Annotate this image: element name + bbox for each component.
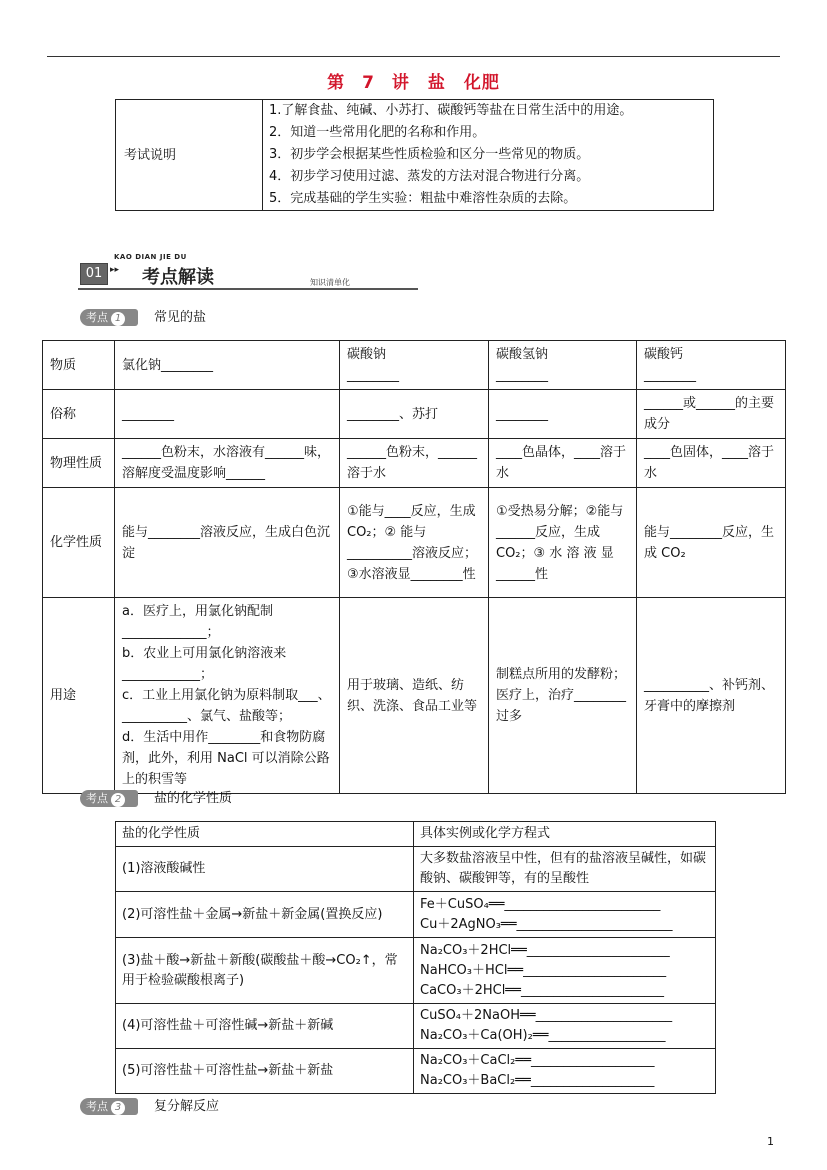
kaodian-label: 复分解反应 [154, 1099, 220, 1114]
cell: 用于玻璃、造纸、纺织、洗涤、食品工业等 [340, 598, 489, 794]
exam-requirements-table [115, 99, 714, 211]
page-title: 第 7 讲 盐 化肥 [327, 73, 500, 93]
cell: ________、苏打 [340, 390, 489, 439]
header-rule [47, 56, 780, 57]
cell: CuSO₄＋2NaOH══_____________________ Na₂CO₃＋Ca(OH)₂══__________________ [414, 1004, 716, 1049]
cell: ________ [489, 390, 637, 439]
kaodian-label: 常见的盐 [154, 310, 207, 325]
cell: Fe＋CuSO₄══________________________ Cu＋2AgNO₃══________________________ [414, 892, 716, 938]
cell: ____色晶体，____溶于水 [489, 439, 637, 488]
cell: ①受热易分解；②能与______反应，生成 CO₂；③ 水 溶 液 显______性 [489, 488, 637, 598]
kaodian-badge: 考点 3 [80, 1098, 138, 1115]
banner-subtitle: 知识清单化 [310, 278, 350, 287]
exam-item: 2．知道一些常用化肥的名称和作用。 [269, 125, 486, 140]
banner-number: 01 [80, 263, 108, 285]
kaodian-label: 盐的化学性质 [154, 791, 233, 806]
cell: __________、补钙剂、牙膏中的摩擦剂 [637, 598, 786, 794]
cell: a．医疗上，用氯化钠配制_____________； b．农业上可用氯化钠溶液来____________； c．工业上用氯化钠为原料制取___、__________、氯气、盐酸等； d．生活中用作________和食物防腐剂，此外，利用 NaCl 可以消除公路上的积雪等 [115, 598, 340, 794]
cell: (1)溶液酸碱性 [116, 847, 414, 892]
exam-item: 5．完成基础的学生实验：粗盐中难溶性杂质的去除。 [269, 191, 577, 206]
kaodian-badge: 考点 2 [80, 790, 138, 807]
cell: ①能与____反应，生成 CO₂；② 能与__________溶液反应；③水溶液显________性 [340, 488, 489, 598]
cell: (2)可溶性盐＋金属→新盐＋新金属(置换反应) [116, 892, 414, 938]
exam-label: 考试说明 [116, 100, 263, 211]
common-salts-table [42, 340, 786, 794]
cell: 碳酸钠 ________ [340, 341, 489, 390]
cell: 能与________溶液反应，生成白色沉淀 [115, 488, 340, 598]
cell: ______或______的主要成分 [637, 390, 786, 439]
cell: 大多数盐溶液呈中性，但有的盐溶液呈碱性，如碳酸钠、碳酸钾等，有的呈酸性 [414, 847, 716, 892]
exam-item: 4．初步学习使用过滤、蒸发的方法对混合物进行分离。 [269, 169, 590, 184]
cell: 俗称 [43, 390, 115, 439]
section-banner [78, 253, 418, 291]
cell: 氯化钠________ [115, 341, 340, 390]
salt-chemical-properties-table [115, 821, 716, 1094]
exam-item: 1.了解食盐、纯碱、小苏打、碳酸钙等盐在日常生活中的用途。 [269, 103, 633, 118]
cell: 制糕点所用的发酵粉；医疗上，治疗________过多 [489, 598, 637, 794]
cell: 物理性质 [43, 439, 115, 488]
cell: 能与________反应，生成 CO₂ [637, 488, 786, 598]
cell: Na₂CO₃＋2HCl══______________________ NaHCO₃＋HCl══______________________ CaCO₃＋2HCl══______________________ [414, 938, 716, 1004]
exam-item: 3．初步学会根据某些性质检验和区分一些常见的物质。 [269, 147, 590, 162]
cell: ____色固体，____溶于水 [637, 439, 786, 488]
cell: Na₂CO₃＋CaCl₂══___________________ Na₂CO₃＋BaCl₂══___________________ [414, 1049, 716, 1094]
cell: 碳酸氢钠 ________ [489, 341, 637, 390]
cell: ________ [115, 390, 340, 439]
cell: 盐的化学性质 [116, 822, 414, 847]
cell: (4)可溶性盐＋可溶性碱→新盐＋新碱 [116, 1004, 414, 1049]
double-arrow-icon: ▸▸ [110, 265, 120, 275]
page-number: 1 [767, 1135, 774, 1148]
cell: 具体实例或化学方程式 [414, 822, 716, 847]
cell: 用途 [43, 598, 115, 794]
cell: 碳酸钙 ________ [637, 341, 786, 390]
cell: 化学性质 [43, 488, 115, 598]
cell: ______色粉末，水溶液有______味，溶解度受温度影响______ [115, 439, 340, 488]
cell: 物质 [43, 341, 115, 390]
banner-rule [78, 288, 418, 290]
cell: (5)可溶性盐＋可溶性盐→新盐＋新盐 [116, 1049, 414, 1094]
banner-heading: 考点解读 [142, 267, 214, 288]
cell: (3)盐＋酸→新盐＋新酸(碳酸盐＋酸→CO₂↑，常用于检验碳酸根离子) [116, 938, 414, 1004]
kaodian-badge: 考点 1 [80, 309, 138, 326]
banner-pinyin: KAO DIAN JIE DU [114, 253, 187, 261]
cell: ______色粉末，______溶于水 [340, 439, 489, 488]
exam-items [263, 100, 714, 211]
